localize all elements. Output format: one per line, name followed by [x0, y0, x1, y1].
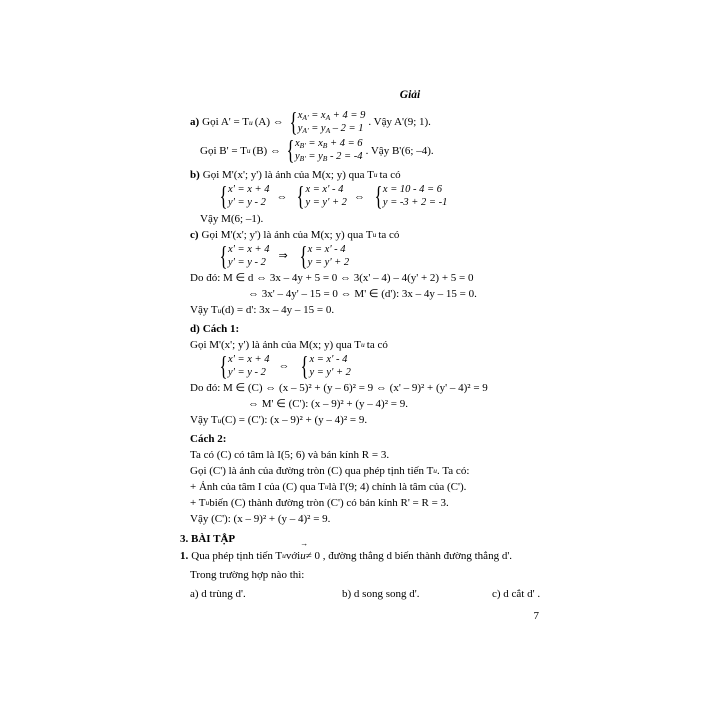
- brace-icon: {: [299, 240, 308, 271]
- part-d-arrow1: ⇔: [278, 360, 290, 373]
- part-b-arrow1: ⇔: [276, 190, 288, 203]
- brace-icon: {: [219, 240, 228, 271]
- part-d-concl-post: (C) = (C'): (x – 9)² + (y – 4)² = 9.: [221, 414, 368, 427]
- part-c-text2: ta có: [378, 228, 400, 241]
- brace-icon: {: [300, 350, 309, 381]
- part-c-system1: [217, 240, 270, 271]
- part-d-label: d): [190, 322, 200, 335]
- part-d-cach1: Cách 1:: [202, 322, 240, 335]
- part-c-system2: [297, 240, 350, 271]
- eq-line: y = y' + 2: [305, 196, 347, 208]
- part-d-label-row: [190, 322, 630, 336]
- part-c-label: c): [190, 228, 199, 241]
- part-d-line2: ⇔ M' ∈ (C'): (x – 9)² + (y – 4)² = 9.: [248, 398, 408, 411]
- part-b-arrow2: ⇔: [353, 190, 365, 203]
- cach2-line3-pre: + Ảnh của tâm I của (C) qua T: [190, 480, 325, 493]
- brace-icon: {: [286, 135, 295, 166]
- exercise-1-text2: với: [285, 550, 301, 563]
- exercise-1: [180, 549, 630, 563]
- cach2-line3: [190, 480, 630, 494]
- part-a-conclusion1: . Vậy A'(9; 1).: [368, 116, 431, 129]
- part-c-text1: Gọi M'(x'; y') là ảnh của M(x; y) qua T: [201, 228, 373, 241]
- eq-line: y' = y - 2: [227, 196, 266, 208]
- part-d-systems: [214, 350, 630, 381]
- part-a-system1: [287, 106, 366, 137]
- part-a-text3: Gọi B' = T: [200, 145, 247, 158]
- part-d-concl-pre: Vậy T: [190, 414, 218, 427]
- option-a[interactable]: a) d trùng d'.: [190, 588, 246, 601]
- cach2-line2-post: . Ta có:: [437, 464, 470, 477]
- part-c-line1: Do đó: M ∈ d ⇔ 3x – 4y + 5 = 0 ⇔ 3(x' – 4) – 4(y' + 2) + 5 = 0: [190, 272, 474, 285]
- part-c-concl-sub: u: [217, 305, 222, 315]
- page-number: 7: [533, 610, 539, 622]
- part-c-conclusion: [190, 303, 630, 317]
- cach2-line3-post: là I'(9; 4) chính là tâm của (C').: [328, 480, 467, 493]
- part-c-systems: [214, 240, 630, 271]
- page-heading: Giải: [399, 89, 421, 101]
- vector-u: u →: [300, 549, 306, 563]
- part-a-text1: Gọi A' = T: [202, 116, 249, 129]
- part-d-text2: ta có: [366, 338, 388, 351]
- eq-line: x' = x + 4: [227, 353, 270, 365]
- brace-icon: {: [296, 181, 305, 212]
- part-d-system1: [217, 350, 270, 381]
- part-a-line1: [190, 106, 630, 137]
- eq-line: y' = y - 2: [227, 256, 266, 268]
- part-c-sub: u: [372, 229, 377, 239]
- part-b-label: b): [190, 168, 200, 181]
- part-d-concl-sub: u: [217, 415, 222, 425]
- eq-line: $y_{A'} = y_A - 2 = 1$: [297, 122, 364, 135]
- cach2-line4-sub: u: [205, 498, 210, 508]
- eq-line: y = y' + 2: [307, 256, 350, 268]
- cach2-line2-pre: Gọi (C') là ảnh của đường tròn (C) qua phép tịnh tiến T: [190, 464, 434, 477]
- eq-line: y = y' + 2: [309, 366, 351, 378]
- part-a-label: a): [190, 116, 200, 129]
- brace-icon: {: [219, 181, 228, 212]
- exercises-heading: 3. BÀI TẬP: [180, 533, 236, 546]
- part-b-system3: [372, 181, 448, 212]
- exercise-1-line2: Trong trường hợp nào thì:: [190, 569, 305, 582]
- exercise-1-text1: Qua phép tịnh tiến T: [191, 550, 283, 563]
- exercise-1-text3: ≠ 0 , đường thẳng d biến thành đường thẳng d'.: [305, 550, 513, 563]
- eq-line: $y_{B'} = y_B - 2 = -4$: [294, 151, 363, 164]
- exercise-1-options: [190, 587, 630, 601]
- cach2-line4-pre: + T: [190, 496, 206, 509]
- part-c-arrow1: ⇒: [278, 250, 288, 263]
- brace-icon: {: [289, 106, 298, 137]
- brace-icon: {: [374, 181, 383, 212]
- part-b-text1: Gọi M'(x'; y') là ảnh của M(x; y) qua T: [202, 168, 374, 181]
- exercise-1-sub: u: [282, 551, 286, 561]
- eq-line: x' = x + 4: [227, 183, 270, 195]
- part-a-conclusion2: . Vậy B'(6; –4).: [365, 145, 434, 158]
- part-c-concl-post: (d) = d': 3x – 4y – 15 = 0.: [221, 304, 335, 317]
- eq-line: y = -3 + 2 = -1: [382, 196, 448, 208]
- brace-icon: {: [219, 350, 228, 381]
- part-d-conclusion: [190, 413, 630, 427]
- eq-line: y' = y - 2: [227, 366, 266, 378]
- eq-line: x' = x + 4: [227, 243, 270, 255]
- part-b-systems: [214, 181, 630, 212]
- part-c-line2: ⇔ 3x' – 4y' – 15 = 0 ⇔ M' ∈ (d'): 3x – 4y – 15 = 0.: [248, 288, 477, 301]
- part-b-sub: u: [373, 170, 378, 180]
- part-b-intro: [190, 168, 630, 182]
- part-b-system1: [217, 181, 270, 212]
- part-d-system2: [298, 350, 351, 381]
- eq-line: x = x' - 4: [305, 183, 344, 195]
- cach2-line3-sub: u: [324, 482, 329, 492]
- part-d-sub: u: [361, 339, 365, 349]
- part-d-intro: [190, 338, 630, 352]
- part-b-system2: [294, 181, 347, 212]
- part-d-cach2: Cách 2:: [190, 432, 227, 445]
- cach2-line2: [190, 464, 630, 478]
- cach2-line2-sub: u: [433, 465, 438, 475]
- cach2-line1: Ta có (C) có tâm là I(5; 6) và bán kính R = 3.: [190, 448, 390, 461]
- part-a-system2: [284, 135, 363, 166]
- eq-line: x = x' - 4: [309, 353, 348, 365]
- option-b[interactable]: b) d song song d'.: [342, 588, 420, 601]
- part-a-sub2: u: [246, 146, 251, 156]
- cach2-line4: [190, 496, 630, 510]
- option-c[interactable]: c) d cắt d' .: [492, 588, 541, 601]
- part-a-sub1: u: [248, 117, 253, 127]
- exercise-1-number: 1.: [180, 550, 189, 563]
- cach2-line4-post: biến (C) thành đường tròn (C') có bán kính R' = R = 3.: [209, 496, 449, 509]
- part-a-line2: [200, 135, 630, 166]
- eq-line: $x_{B'} = x_B + 4 = 6$: [294, 138, 363, 151]
- part-a-text2: (A) ⇔: [254, 116, 284, 129]
- part-b-conclusion: Vậy M(6; –1).: [200, 212, 264, 225]
- eq-line: x = 10 - 4 = 6: [382, 183, 442, 195]
- part-c-intro: [190, 228, 630, 242]
- part-a-text4: (B) ⇔: [252, 145, 281, 158]
- eq-line: $x_{A'} = x_A + 4 = 9$: [297, 109, 366, 122]
- eq-line: x = x' - 4: [307, 243, 346, 255]
- part-c-concl-pre: Vậy T: [190, 304, 218, 317]
- part-d-line1: Do đó: M ∈ (C) ⇔ (x – 5)² + (y – 6)² = 9 ⇔ (x' – 9)² + (y' – 4)² = 9: [190, 382, 488, 395]
- cach2-conclusion: Vậy (C'): (x – 9)² + (y – 4)² = 9.: [190, 512, 331, 525]
- part-b-text2: ta có: [379, 168, 401, 181]
- part-d-text1: Gọi M'(x'; y') là ảnh của M(x; y) qua T: [190, 338, 362, 351]
- document-content: [180, 88, 630, 601]
